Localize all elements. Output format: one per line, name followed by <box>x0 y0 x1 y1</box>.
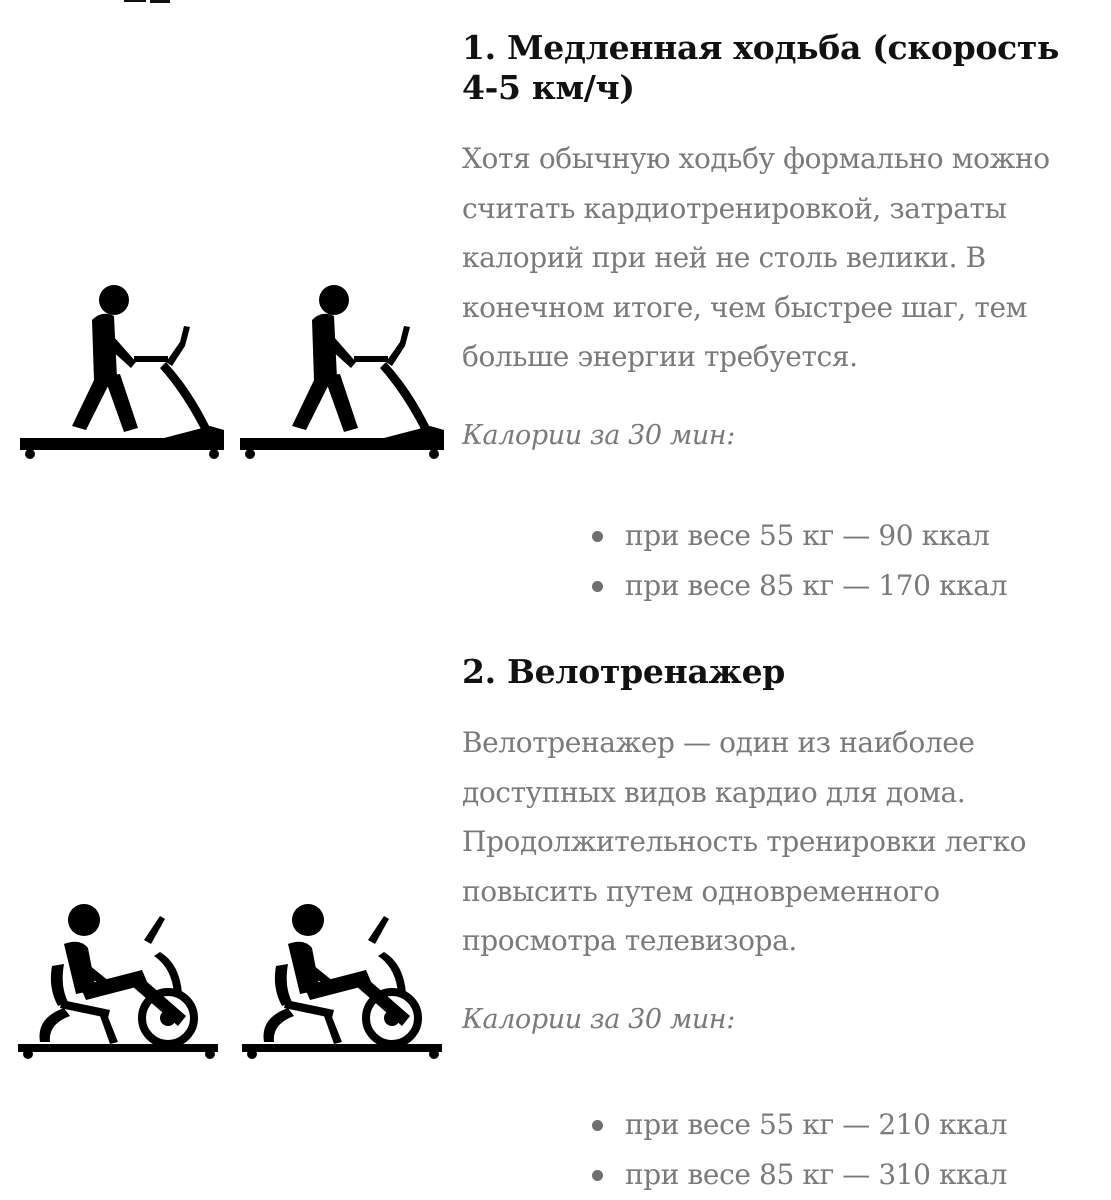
treadmill-illustration <box>14 280 454 460</box>
list-item <box>592 1100 1007 1150</box>
section-description: Велотренажер — один из наиболее доступных видов кардио для дома. Продолжительность тренировки легко повысить путем одновременного просмотра телевизора. <box>462 726 1027 957</box>
calories-value: при весе 85 кг — 170 ккал <box>625 568 1007 602</box>
calories-label: Калории за 30 мин: <box>462 419 735 451</box>
bullet-icon <box>592 581 603 592</box>
section-title: 2. Велотренажер <box>462 652 786 691</box>
list-item <box>592 511 1007 561</box>
calories-value: при весе 55 кг — 210 ккал <box>625 1108 1007 1141</box>
section-description: Хотя обычную ходьбу формально можно считать кардиотренировкой, затраты калорий при ней не столь велики. В конечном итоге, чем быстрее шаг, тем больше энергии требуется. <box>462 142 1050 373</box>
calories-value: при весе 85 кг — 310 ккал <box>625 1157 1007 1191</box>
section-content <box>462 652 1092 1040</box>
list-item <box>592 561 1007 611</box>
calories-list <box>592 511 1007 610</box>
calories-list <box>592 1100 1007 1199</box>
list-item <box>592 1150 1007 1200</box>
bike-illustration <box>14 898 454 1063</box>
calories-label: Калории за 30 мин: <box>462 1003 735 1035</box>
treadmill-walking-icon <box>14 280 454 460</box>
calories-value: при весе 55 кг — 90 ккал <box>625 519 990 552</box>
section-title: 1. Медленная ходьба (скорость 4-5 км/ч) <box>462 28 1060 107</box>
heading-fragment-glyph <box>120 0 180 6</box>
bullet-icon <box>592 1170 603 1181</box>
bullet-icon <box>592 531 603 542</box>
previous-heading-fragment <box>120 0 180 6</box>
recumbent-bike-icon <box>14 898 454 1063</box>
bullet-icon <box>592 1120 603 1131</box>
section-content <box>462 28 1092 456</box>
